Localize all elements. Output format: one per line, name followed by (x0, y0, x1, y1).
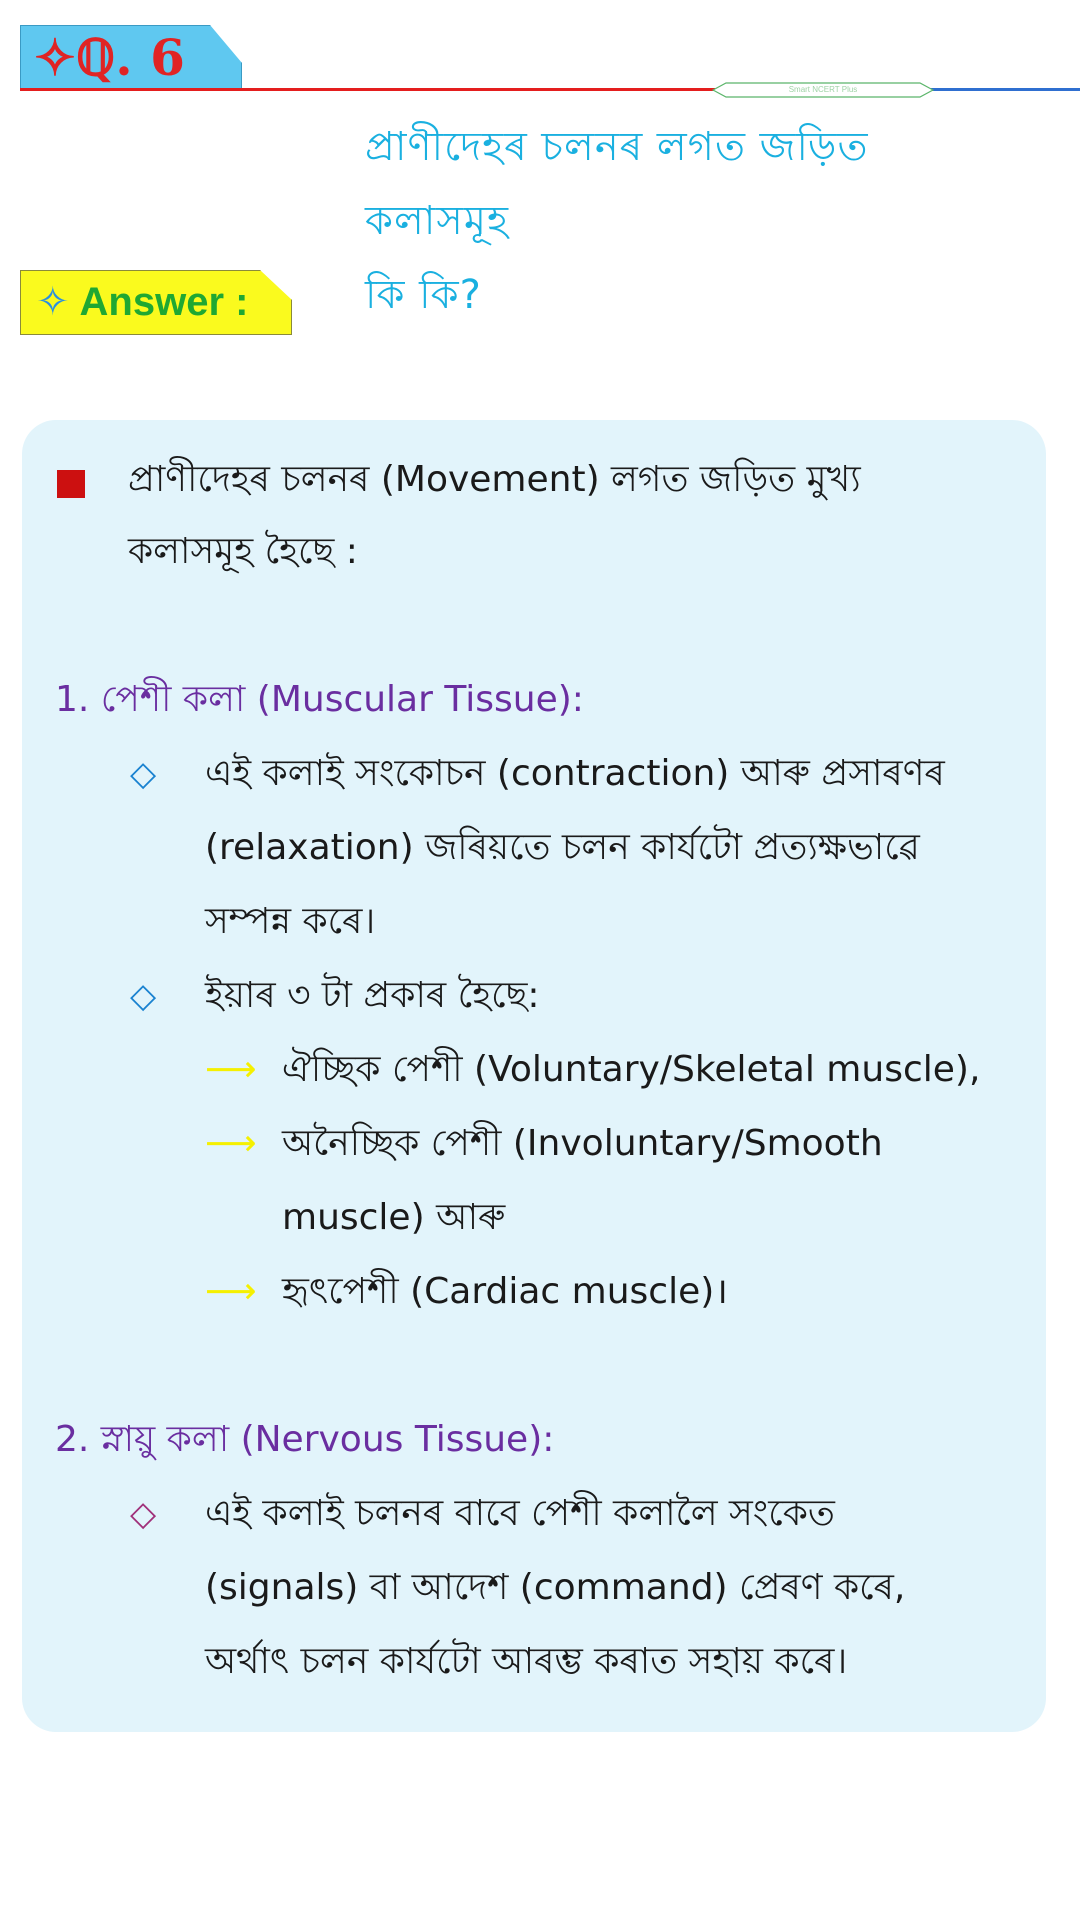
section-heading-nervous: 2. স্নায়ু কলা (Nervous Tissue): (55, 1419, 555, 1460)
question-line-2: কি কি? (365, 272, 482, 318)
answer-label (36, 270, 248, 335)
header-divider-red (20, 88, 715, 91)
brand-tag-label: Smart NCERT Plus (788, 85, 858, 94)
question-text (365, 110, 1025, 332)
header-divider-blue (930, 88, 1080, 91)
intro-line-2: কলাসমূহ হৈছে : (128, 531, 358, 572)
diamond-bullet-icon: ◇ (130, 976, 157, 1016)
diamond-bullet-icon: ◇ (130, 1494, 157, 1534)
muscle-type-cardiac: হৃৎপেশী (Cardiac muscle)। (282, 1271, 728, 1312)
muscle-type-involuntary: অনৈচ্ছিক পেশী (Involuntary/Smooth (282, 1123, 883, 1164)
brand-tag (712, 82, 934, 98)
muscular-bullet1-line3: সম্পন্ন কৰে। (205, 901, 376, 942)
muscular-bullet2: ইয়াৰ ৩ টা প্ৰকাৰ হৈছে: (205, 975, 540, 1016)
answer-label-text: Answer : (79, 280, 249, 324)
square-bullet-icon (57, 470, 85, 498)
arrow-icon: ⟶ (205, 1049, 257, 1090)
section-heading-muscular: 1. পেশী কলা (Muscular Tissue): (55, 679, 584, 720)
muscle-type-involuntary-cont: muscle) আৰু (282, 1197, 506, 1238)
nervous-bullet1-line2: (signals) বা আদেশ (command) প্ৰেৰণ কৰে, (205, 1567, 906, 1608)
muscular-bullet1-line2: (relaxation) জৰিয়তে চলন কাৰ্যটো প্ৰত্যক্ষভাৱে (205, 827, 920, 868)
diamond-bullet-icon: ◇ (130, 754, 157, 794)
nervous-bullet1-line1: এই কলাই চলনৰ বাবে পেশী কলালৈ সংকেত (205, 1493, 835, 1534)
arrow-icon: ⟶ (205, 1271, 257, 1312)
star-icon: ✧ (36, 280, 70, 324)
muscular-bullet1-line1: এই কলাই সংকোচন (contraction) আৰু প্ৰসাৰণৰ (205, 753, 945, 794)
intro-line-1: প্ৰাণীদেহৰ চলনৰ (Movement) লগত জড়িত মুখ্য (128, 459, 861, 500)
question-line-1: প্ৰাণীদেহৰ চলনৰ লগত জড়িত কলাসমূহ (365, 124, 869, 244)
arrow-icon: ⟶ (205, 1123, 257, 1164)
nervous-bullet1-line3: অৰ্থাৎ চলন কাৰ্যটো আৰম্ভ কৰাত সহায় কৰে। (205, 1641, 848, 1682)
question-number: ✧ℚ. 6 (34, 28, 185, 87)
muscle-type-voluntary: ঐচ্ছিক পেশী (Voluntary/Skeletal muscle), (282, 1049, 981, 1090)
